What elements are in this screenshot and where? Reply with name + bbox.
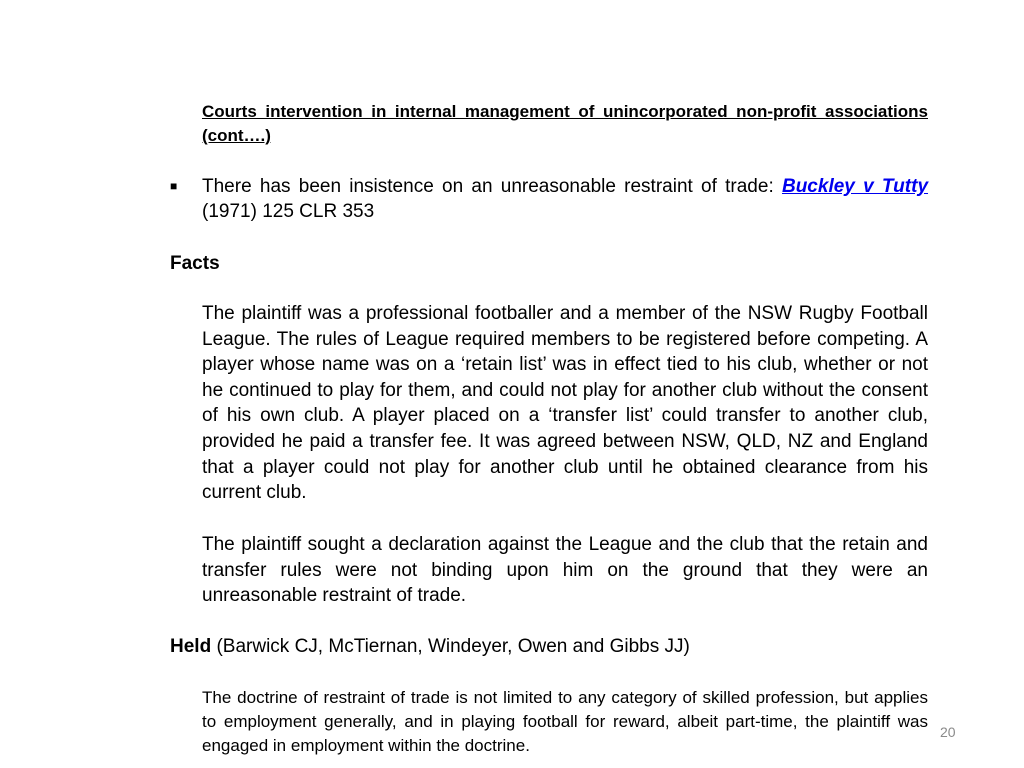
bullet-text [202,174,928,224]
slide-heading: Courts intervention in internal management of unincorporated non-profit associations (cont….) [202,102,928,145]
facts-heading: Facts [170,253,220,274]
square-bullet-icon: ■ [170,179,178,193]
bullet-intro-text: There has been insistence on an unreasonable restraint of trade: [202,176,782,197]
held-judges: (Barwick CJ, McTiernan, Windeyer, Owen and Gibbs JJ) [211,636,690,657]
held-heading: Held [170,636,212,657]
facts-paragraph: The plaintiff sought a declaration against the League and the club that the retain and transfer rules were not binding upon him on the ground that they were an unreasonable restraint of trade. [202,534,928,607]
case-citation: (1971) 125 CLR 353 [202,201,375,222]
held-paragraph: The doctrine of restraint of trade is not limited to any category of skilled profession, but applies to employment generally, and in playing football for reward, albeit part-time, the plaintiff was engaged in employment within the doctrine. [202,688,928,755]
held-line [170,634,928,659]
case-link-buckley-v-tutty[interactable]: Buckley v Tutty [781,176,929,197]
page-number: 20 [940,724,956,740]
facts-paragraph: The plaintiff was a professional footballer and a member of the NSW Rugby Football League. The rules of League required members to be registered before competing. A player whose name was on a ‘retain list’ was in effect tied to his club, whether or not he continued to play for them, and could not play for another club without the consent of his own club. A player placed on a ‘transfer list’ could transfer to another club, provided he paid a transfer fee. It was agreed between NSW, QLD, NZ and England that a player could not play for another club until he obtained clearance from his current club. [202,303,928,504]
